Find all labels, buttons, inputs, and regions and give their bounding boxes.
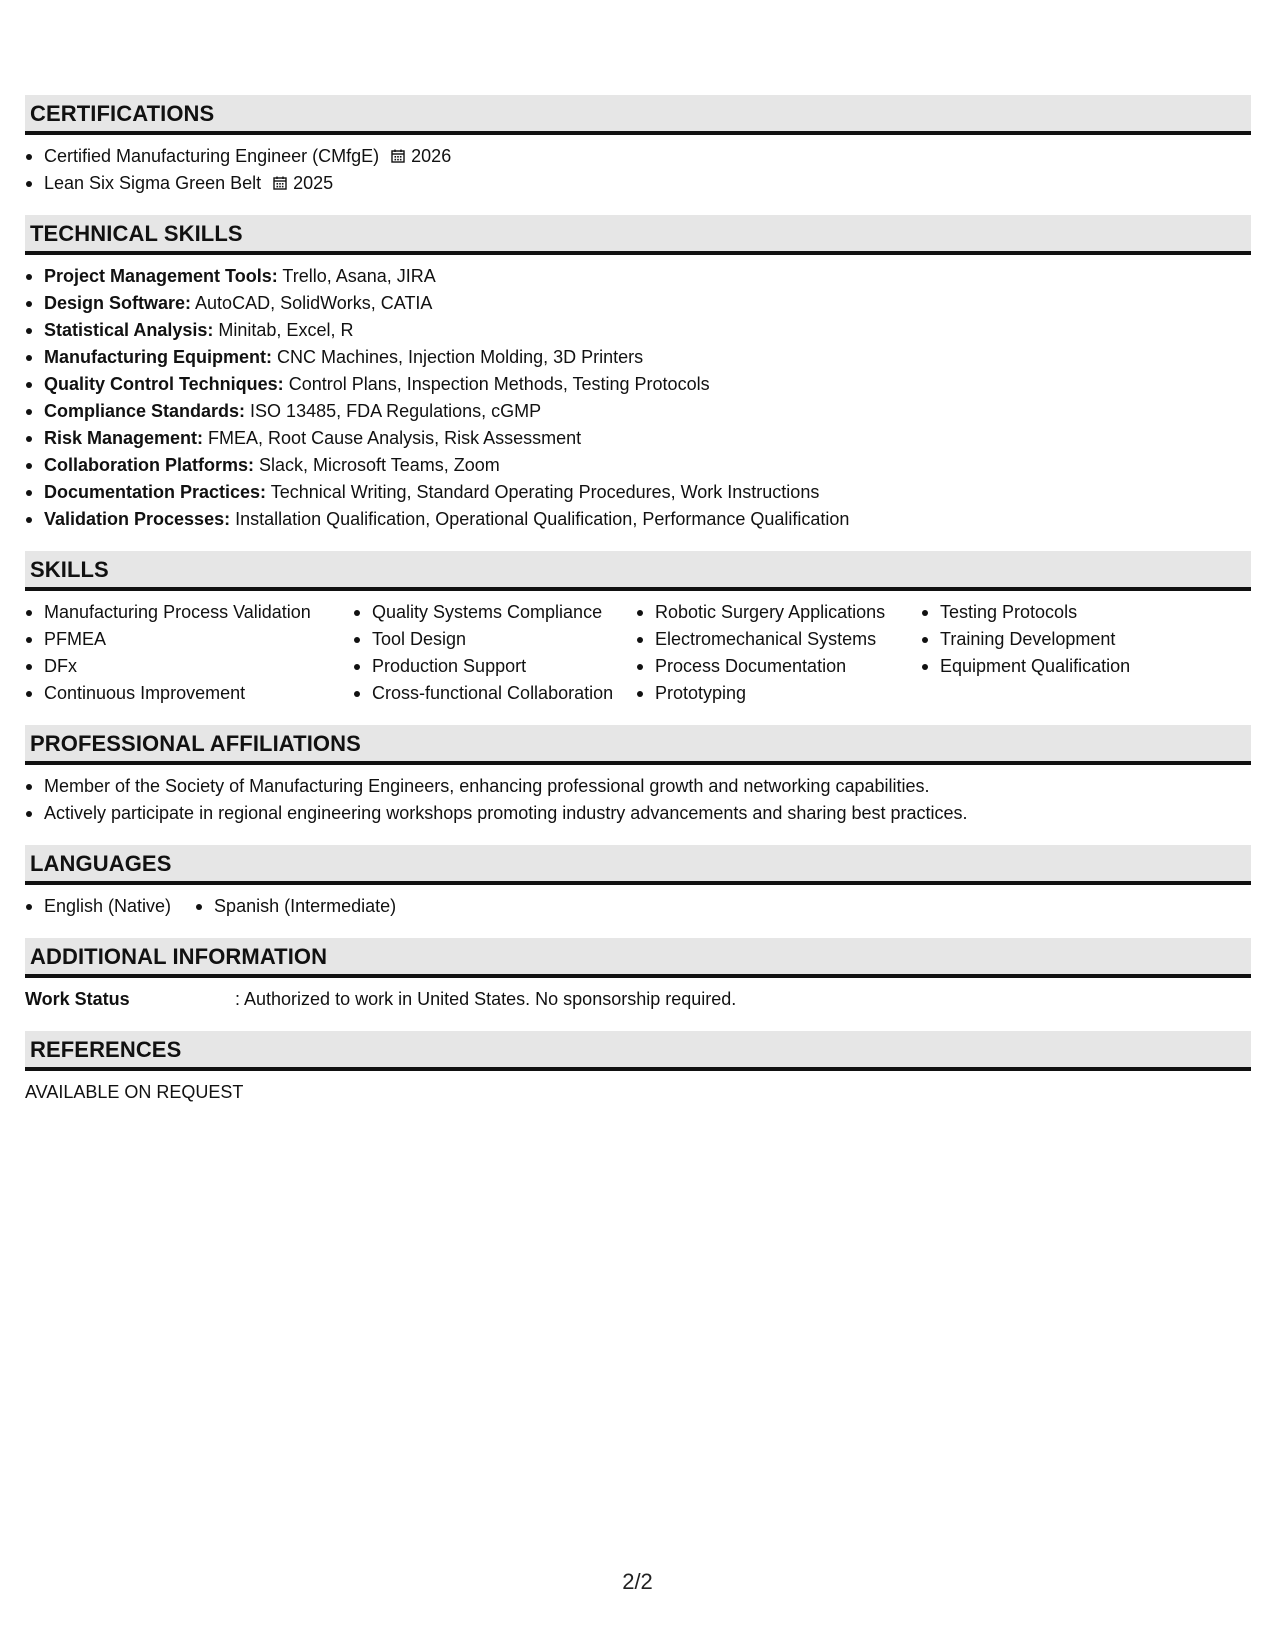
list-item: Manufacturing Process Validation [25, 599, 353, 626]
list-item: Equipment Qualification [921, 653, 1221, 680]
skills-column [921, 599, 1221, 707]
list-item: Electromechanical Systems [636, 626, 921, 653]
list-item: Tool Design [353, 626, 636, 653]
list-item: Quality Systems Compliance [353, 599, 636, 626]
skill-category-value: Minitab, Excel, R [213, 320, 354, 340]
list-item: Member of the Society of Manufacturing Engineers, enhancing professional growth and networking capabilities. [25, 773, 1251, 800]
skill-category-value: FMEA, Root Cause Analysis, Risk Assessment [203, 428, 582, 448]
list-item: Actively participate in regional engineering workshops promoting industry advancements and sharing best practices. [25, 800, 1251, 827]
skill-category-value: AutoCAD, SolidWorks, CATIA [191, 293, 433, 313]
skill-category-value: Control Plans, Inspection Methods, Testing Protocols [283, 374, 710, 394]
list-item [25, 170, 1251, 197]
skill-category-label: Risk Management: [44, 428, 204, 448]
list-item: DFx [25, 653, 353, 680]
technical-skills-list [25, 263, 1251, 533]
work-status-label: Work Status [25, 989, 130, 1009]
skills-heading: SKILLS [25, 551, 1251, 591]
certification-name: Certified Manufacturing Engineer (CMfgE) [44, 146, 380, 166]
affiliations-heading: PROFESSIONAL AFFILIATIONS [25, 725, 1251, 765]
list-item [25, 263, 1251, 290]
resume-content [25, 95, 1251, 1124]
work-status-value: : Authorized to work in United States. No sponsorship required. [235, 989, 737, 1009]
languages-heading: LANGUAGES [25, 845, 1251, 885]
skill-category-label: Validation Processes: [44, 509, 231, 529]
list-item: Process Documentation [636, 653, 921, 680]
calendar-icon [391, 149, 405, 163]
certification-year: 2026 [411, 146, 452, 166]
skills-column [25, 599, 353, 707]
list-item: Prototyping [636, 680, 921, 707]
skill-category-value: Installation Qualification, Operational Qualification, Performance Qualification [230, 509, 850, 529]
skill-category-label: Project Management Tools: [44, 266, 278, 286]
list-item [25, 452, 1251, 479]
skill-category-label: Design Software: [44, 293, 192, 313]
references-text: AVAILABLE ON REQUEST [25, 1082, 244, 1102]
certifications-heading: CERTIFICATIONS [25, 95, 1251, 135]
affiliations-list [25, 773, 1251, 827]
list-item: Robotic Surgery Applications [636, 599, 921, 626]
skills-grid [25, 599, 1251, 707]
list-item [25, 290, 1251, 317]
certification-name: Lean Six Sigma Green Belt [44, 173, 262, 193]
certification-year: 2025 [293, 173, 334, 193]
affiliations-section [25, 725, 1251, 827]
references-section [25, 1031, 1251, 1106]
skill-category-value: CNC Machines, Injection Molding, 3D Printers [272, 347, 644, 367]
page-number: 2/2 [622, 1569, 653, 1594]
certifications-section [25, 95, 1251, 197]
skill-category-label: Manufacturing Equipment: [44, 347, 272, 367]
list-item [25, 506, 1251, 533]
certifications-list [25, 143, 1251, 197]
additional-info-section [25, 938, 1251, 1013]
list-item [25, 344, 1251, 371]
list-item: Continuous Improvement [25, 680, 353, 707]
skills-column [636, 599, 921, 707]
languages-section [25, 845, 1251, 920]
skill-category-label: Quality Control Techniques: [44, 374, 284, 394]
skills-column [353, 599, 636, 707]
calendar-icon [273, 176, 287, 190]
list-item [25, 143, 1251, 170]
list-item: Cross-functional Collaboration [353, 680, 636, 707]
list-item: PFMEA [25, 626, 353, 653]
skill-category-value: Technical Writing, Standard Operating Procedures, Work Instructions [266, 482, 820, 502]
list-item [25, 371, 1251, 398]
skills-section [25, 551, 1251, 707]
list-item: Spanish (Intermediate) [195, 893, 396, 920]
list-item: English (Native) [25, 893, 171, 920]
list-item: Training Development [921, 626, 1221, 653]
skill-category-value: Slack, Microsoft Teams, Zoom [254, 455, 500, 475]
list-item: Testing Protocols [921, 599, 1221, 626]
skill-category-label: Compliance Standards: [44, 401, 246, 421]
skill-category-label: Statistical Analysis: [44, 320, 214, 340]
list-item [25, 425, 1251, 452]
languages-list [25, 893, 1251, 920]
skill-category-value: Trello, Asana, JIRA [277, 266, 436, 286]
technical-skills-section [25, 215, 1251, 533]
list-item [25, 317, 1251, 344]
list-item: Production Support [353, 653, 636, 680]
skill-category-value: ISO 13485, FDA Regulations, cGMP [245, 401, 542, 421]
technical-skills-heading: TECHNICAL SKILLS [25, 215, 1251, 255]
work-status-row [25, 986, 1251, 1013]
skill-category-label: Collaboration Platforms: [44, 455, 255, 475]
additional-info-heading: ADDITIONAL INFORMATION [25, 938, 1251, 978]
list-item [25, 479, 1251, 506]
list-item [25, 398, 1251, 425]
references-heading: REFERENCES [25, 1031, 1251, 1071]
skill-category-label: Documentation Practices: [44, 482, 267, 502]
